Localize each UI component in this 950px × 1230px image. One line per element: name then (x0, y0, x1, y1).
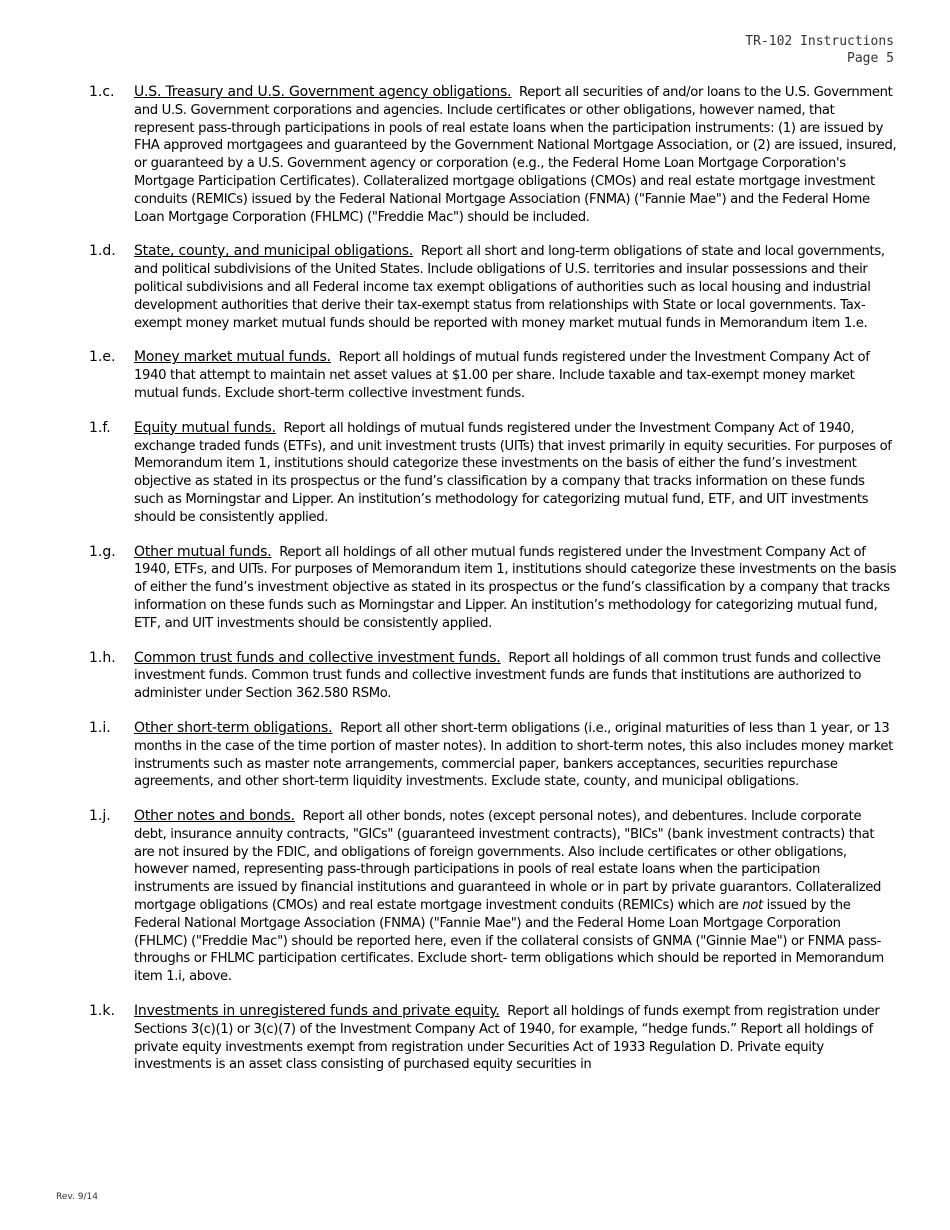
item-number: 1.c. (89, 84, 115, 100)
item-1c (89, 84, 897, 226)
document-title: TR-102 Instructions (745, 34, 894, 49)
item-text: Report all other short-term obligations (i.e., original maturities of less than 1 year, or 13 months in the case of the time portion of master notes). In addition to short-term notes, this also includes money market instruments such as master note arrangements, commercial paper, bankers acceptances, securities repurchase agreements, and other short-term liquidity investments. Exclude state, county, and municipal obligations. (134, 720, 893, 790)
item-body (134, 808, 897, 986)
item-title: Other notes and bonds. (134, 808, 295, 825)
item-title: State, county, and municipal obligations. (134, 243, 414, 260)
item-1k (89, 1003, 897, 1074)
item-title: Money market mutual funds. (134, 349, 331, 366)
item-body (134, 420, 897, 527)
item-title: U.S. Treasury and U.S. Government agency obligations. (134, 84, 512, 100)
page-number: Page 5 (847, 51, 894, 66)
item-number: 1.d. (89, 243, 116, 260)
item-body (134, 84, 897, 226)
item-text: Report all holdings of mutual funds registered under the Investment Company Act of 1940 that attempt to maintain net asset values at $1.00 per share. Include taxable and tax-exempt money market mutual funds. Exclude short-term collective investment funds. (134, 350, 870, 401)
item-text: Report all securities of and/or loans to the U.S. Government and U.S. Government corporations and agencies. Include certificates or other obligations, however named, that represent pass-through participations in pools of real estate loans when the participation instruments: (1) are issued by FHA approved mortgagees and guaranteed by the Government National Mortgage Association, or (2) are issued, insured, or guaranteed by a U.S. Government agency or corporation (e.g., the Federal Home Loan Mortgage Corporation's Mortgage Participation Certificates). Collateralized mortgage obligations (CMOs) and real estate mortgage investment conduits (REMICs) issued by the Federal National Mortgage Association (FNMA) ("Fannie Mae") and the Federal Home Loan Mortgage Corporation (FHLMC) ("Freddie Mac") should be included. (134, 85, 897, 225)
item-text-emphasis: not (742, 898, 763, 914)
item-number: 1.f. (89, 419, 111, 436)
item-text: Report all short and long-term obligations of state and local governments, and political subdivisions of the United States. Include obligations of U.S. territories and insular possessions and their political subdivisions and all Federal income tax exempt obligations of authorities such as local housing and industrial development authorities that derive their tax-exempt status from relationships with State or local governments. Tax-exempt money market mutual funds should be reported with money market mutual funds in Memorandum item 1.e. (134, 244, 885, 331)
revision-label: Rev. 9/14 (56, 1192, 98, 1202)
page-header (745, 33, 894, 67)
item-body (134, 544, 897, 633)
item-title: Other short-term obligations. (134, 719, 333, 736)
item-number: 1.g. (89, 543, 116, 560)
item-body (134, 650, 897, 703)
item-text: Report all holdings of all common trust funds and collective investment funds. Common trust funds and collective investment funds are funds that institutions are authorized to administer under Section 362.580 RSMo. (134, 650, 881, 702)
item-1i (89, 720, 897, 791)
item-number: 1.h. (89, 649, 116, 666)
item-body (134, 349, 897, 402)
item-text-continued: issued by the Federal National Mortgage Association (FNMA) ("Fannie Mae") and the Federal Home Loan Mortgage Corporation (FHLMC) ("Freddie Mac") should be reported here, even if the collateral consists of GNMA ("Ginnie Mae") or FNMA pass-throughs or FHLMC participation certificates. Exclude short- term obligations which should be reported in Memorandum item 1.i, above. (134, 898, 884, 985)
item-number: 1.e. (89, 349, 116, 366)
item-number: 1.k. (89, 1003, 115, 1020)
item-1e (89, 349, 897, 402)
item-body (134, 243, 897, 332)
item-title: Common trust funds and collective investment funds. (134, 649, 501, 666)
item-text: Report all holdings of funds exempt from registration under Sections 3(c)(1) or 3(c)(7) of the Investment Company Act of 1940, for example, “hedge funds.” Report all holdings of private equity investments exempt from registration under Securities Act of 1933 Regulation D. Private equity investments is an asset class consisting of purchased equity securities in (134, 1004, 880, 1073)
item-1d (89, 243, 897, 332)
item-text: Report all holdings of all other mutual funds registered under the Investment Company Act of 1940, ETFs, and UITs. For purposes of Memorandum item 1, institutions should categorize these investments on the basis of either the fund’s investment objective as stated in its prospectus or the fund’s classification by a company that tracks information on these funds such as Morningstar and Lipper. An institution’s methodology for categorizing mutual fund, ETF, and UIT investments should be consistently applied. (134, 544, 897, 631)
item-title: Other mutual funds. (134, 543, 272, 560)
item-number: 1.j. (89, 808, 111, 825)
item-1h (89, 650, 897, 703)
instructions-content (89, 84, 897, 1091)
item-1g (89, 544, 897, 633)
item-text: Report all holdings of mutual funds registered under the Investment Company Act of 1940, exchange traded funds (ETFs), and unit investment trusts (UITs) that invest primarily in equity securities. For purposes of Memorandum item 1, institutions should categorize these investments on the basis of either the fund’s investment objective as stated in its prospectus or the fund’s classification by a company that tracks information on these funds such as Morningstar and Lipper. An institution’s methodology for categorizing mutual fund, ETF, and UIT investments should be consistently applied. (134, 420, 892, 525)
item-1f (89, 420, 897, 527)
item-title: Equity mutual funds. (134, 419, 276, 436)
item-text: Report all other bonds, notes (except personal notes), and debentures. Include corporate debt, insurance annuity contracts, "GICs" (guaranteed investment contracts), "BICs" (bank investment contracts) that are not insured by the FDIC, and obligations of foreign governments. Also include certificates or other obligations, however named, representing pass-through participations in pools of real estate loans when the participation instruments are issued by financial institutions and guaranteed in whole or in part by private guarantors. Collateralized mortgage obligations (CMOs) and real estate mortgage investment conduits (REMICs) which are (134, 809, 882, 914)
item-body (134, 1003, 897, 1074)
item-title: Investments in unregistered funds and private equity. (134, 1003, 500, 1020)
item-number: 1.i. (89, 719, 111, 736)
item-body (134, 720, 897, 791)
item-1j (89, 808, 897, 986)
